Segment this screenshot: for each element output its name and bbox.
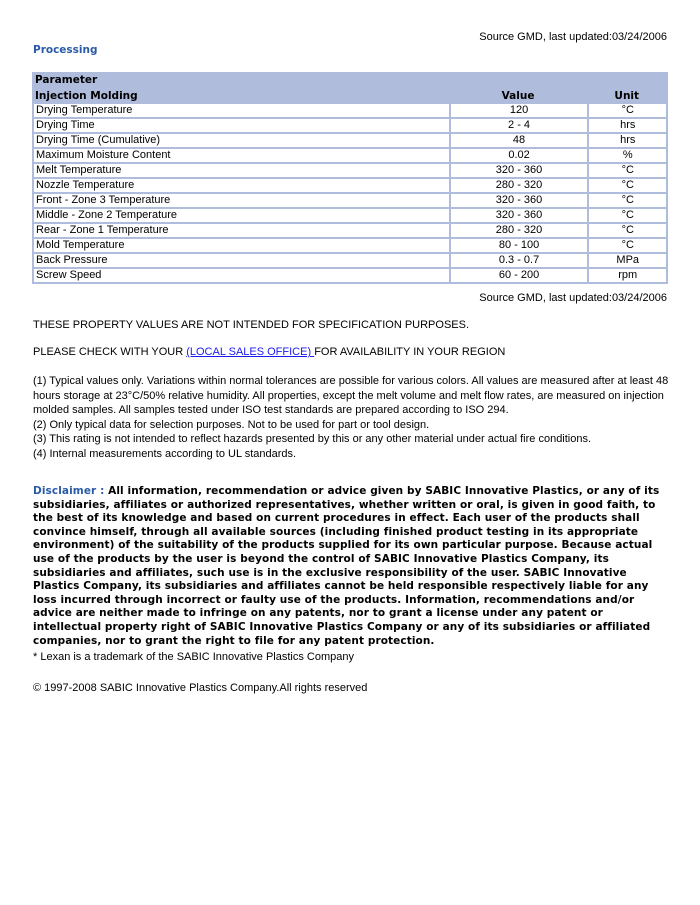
table-row — [34, 239, 666, 254]
section-title-processing: Processing — [33, 44, 98, 56]
table-row — [34, 119, 666, 134]
disclaimer-label: Disclaimer : — [33, 485, 109, 497]
footnote-2: (2) Only typical data for selection purposes. Not to be used for part or tool design. — [33, 418, 430, 431]
unit-cell: °C — [587, 164, 666, 179]
disclaimer — [33, 485, 673, 648]
param-cell: Middle - Zone 2 Temperature — [34, 209, 449, 224]
value-cell: 280 - 320 — [449, 224, 588, 239]
footnote-3: (3) This rating is not intended to reflect hazards presented by this or any other material under actual fire conditions. — [33, 433, 592, 445]
value-cell: 60 - 200 — [449, 269, 588, 282]
value-cell: 320 - 360 — [449, 164, 588, 179]
unit-cell: hrs — [587, 119, 666, 134]
unit-cell: °C — [587, 104, 666, 119]
param-cell: Front - Zone 3 Temperature — [34, 194, 449, 209]
footnote-4: (4) Internal measurements according to UL standards. — [33, 447, 297, 460]
param-cell: Melt Temperature — [34, 164, 449, 179]
unit-cell: % — [587, 149, 666, 164]
value-cell: 80 - 100 — [449, 239, 588, 254]
table-row — [34, 179, 666, 194]
param-cell: Drying Time — [34, 119, 449, 134]
table-row — [34, 104, 666, 119]
source-updated-top: Source GMD, last updated:03/24/2006 — [479, 31, 667, 43]
table-row — [34, 164, 666, 179]
value-cell: 280 - 320 — [449, 179, 588, 194]
footnote-1: (1) Typical values only. Variations within normal tolerances are possible for various colors. All values are measured after at least 48 hours storage at 23°C/50% relative humidity. All properties, except the melt volume and melt flow rates, are measured on injection molded samples. All samples tested under ISO test standards are prepared according to ISO 294. — [33, 375, 669, 416]
table-header-row — [34, 88, 666, 104]
param-cell: Maximum Moisture Content — [34, 149, 449, 164]
trademark-note: * Lexan is a trademark of the SABIC Innovative Plastics Company — [33, 651, 354, 663]
unit-cell: °C — [587, 224, 666, 239]
table-row — [34, 209, 666, 224]
unit-cell: MPa — [587, 254, 666, 269]
unit-cell: °C — [587, 209, 666, 224]
table-row — [34, 224, 666, 239]
param-cell: Back Pressure — [34, 254, 449, 269]
footnotes — [33, 374, 673, 461]
value-cell: 48 — [449, 134, 588, 149]
table-row — [34, 149, 666, 164]
local-sales-office-link[interactable]: (LOCAL SALES OFFICE) — [186, 346, 315, 358]
header-value: Value — [449, 88, 588, 104]
value-cell: 2 - 4 — [449, 119, 588, 134]
specification-notice: THESE PROPERTY VALUES ARE NOT INTENDED FOR SPECIFICATION PURPOSES. — [33, 319, 470, 331]
table-row — [34, 269, 666, 282]
param-cell: Mold Temperature — [34, 239, 449, 254]
unit-cell: hrs — [587, 134, 666, 149]
unit-cell: rpm — [587, 269, 666, 282]
param-cell: Drying Time (Cumulative) — [34, 134, 449, 149]
table-row — [34, 194, 666, 209]
table-row — [34, 254, 666, 269]
header-parameter: Parameter — [34, 72, 666, 88]
table-row — [34, 134, 666, 149]
value-cell: 320 - 360 — [449, 209, 588, 224]
availability-suffix: FOR AVAILABILITY IN YOUR REGION — [314, 346, 506, 358]
table-header-row-category — [34, 72, 666, 88]
param-cell: Drying Temperature — [34, 104, 449, 119]
value-cell: 0.02 — [449, 149, 588, 164]
disclaimer-text: All information, recommendation or advice given by SABIC Innovative Plastics, or any of its subsidiaries, affiliates or authorized representatives, whether written or oral, is given in good faith, to the best of its knowledge and based on current procedures in effect. Each user of the products shall convince himself, through all available sources (including finished product testing in its appropriate environment) of the suitability of the products supplied for its own particular purpose. Because actual use of the products by the user is beyond the control of SABIC Innovative Plastics Company, its subsidiaries and affiliates, such use is in the exclusive responsibility of the user. SABIC Innovative Plastics Company, its subsidiaries and affiliates cannot be held responsible respectively liable for any loss incurred through incorrect or faulty use of the products. Information, recommendations and/or advice are neither made to infringe on any patents, nor to grant a license under any patent or intellectual property right of SABIC Innovative Plastics Company or any of its subsidiaries or affiliated companies, nor to grant the right to file for any patent protection. — [33, 485, 660, 647]
unit-cell: °C — [587, 194, 666, 209]
availability-notice — [33, 346, 505, 359]
unit-cell: °C — [587, 239, 666, 254]
param-cell: Nozzle Temperature — [34, 179, 449, 194]
unit-cell: °C — [587, 179, 666, 194]
value-cell: 120 — [449, 104, 588, 119]
value-cell: 0.3 - 0.7 — [449, 254, 588, 269]
param-cell: Rear - Zone 1 Temperature — [34, 224, 449, 239]
source-updated-bottom: Source GMD, last updated:03/24/2006 — [479, 292, 667, 304]
availability-prefix: PLEASE CHECK WITH YOUR — [33, 346, 187, 358]
header-injection-molding: Injection Molding — [34, 88, 449, 104]
param-cell: Screw Speed — [34, 269, 449, 282]
value-cell: 320 - 360 — [449, 194, 588, 209]
processing-table — [32, 72, 668, 284]
header-unit: Unit — [587, 88, 666, 104]
copyright-note: © 1997-2008 SABIC Innovative Plastics Company.All rights reserved — [33, 682, 368, 694]
